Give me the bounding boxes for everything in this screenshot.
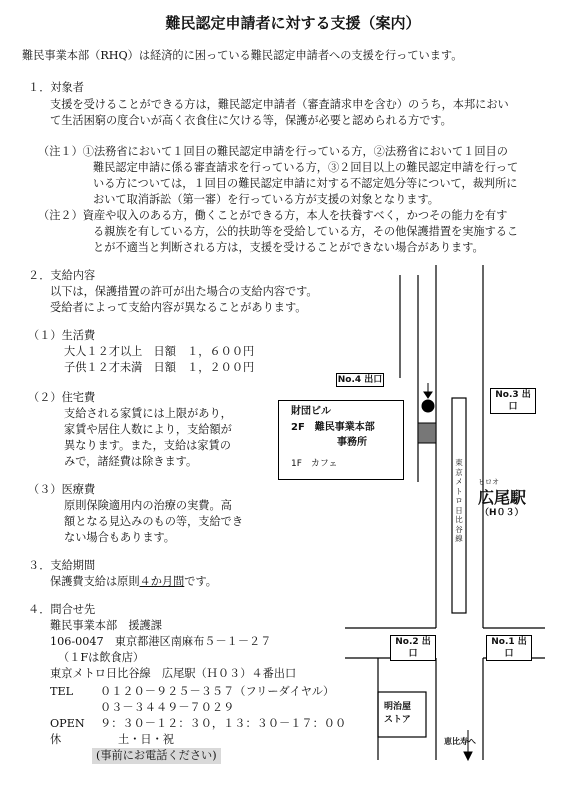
exit3-label: No.3 出口 — [490, 388, 536, 414]
floor1-label: 1F カフェ — [291, 459, 338, 469]
store-label: 明治屋 — [384, 702, 412, 712]
building-box — [278, 400, 404, 480]
station-furigana: ヒロオ — [478, 478, 499, 486]
section3-text: 保護費支給は原則４か月間です。 — [50, 575, 217, 588]
station-name: 広尾駅 — [478, 488, 527, 507]
store-label: ストア — [384, 715, 411, 725]
housing-line: 異なります。また，支給は家賃の — [64, 439, 231, 452]
housing-heading: （２）住宅費 — [28, 391, 96, 404]
intro-text: 難民事業本部（RHQ）は経済的に困っている難民認定申請者への支援を行っています。 — [22, 49, 463, 62]
section2-heading: ２．支給内容 — [28, 269, 96, 282]
housing-line: 家賃や居住人数により，支給額が — [64, 423, 232, 436]
note1-line: おいて取消訴訟（第一審）を行っている方が支援の対象となります。 — [93, 193, 439, 206]
closed-days: 土・日・祝 — [118, 733, 174, 746]
tel-label: TEL — [50, 685, 74, 698]
section1-line: 支援を受けることができる方は，難民認定申請者（審査請求申を含む）のうち，本邦におい — [50, 98, 509, 111]
contact-line: 難民事業本部 援護課 — [50, 619, 162, 632]
call-note: (事前にお電話ください) — [92, 748, 221, 764]
contact-line: （１Fは飲食店） — [58, 651, 145, 664]
station-code: （H０３） — [480, 508, 524, 518]
contact-line: 東京メトロ日比谷線 広尾駅（Ｈ０３）４番出口 — [50, 667, 297, 680]
open-label: OPEN — [50, 717, 85, 730]
note1-line: 難民認定申請に係る審査請求を行っている方，③２回目以上の難民認定申請を行って — [93, 161, 519, 174]
note1-line: いる方については，１回目の難民認定申請に対する不認定処分等について，裁判所に — [93, 177, 518, 190]
section1-line: て生活困窮の度合いが高く衣食住に欠ける等，保護が必要と認められる方です。 — [50, 114, 452, 127]
housing-line: 支給される家賃には上限があり， — [64, 407, 232, 420]
ebisu-label: 恵比寿へ — [444, 737, 476, 746]
building-marker — [418, 423, 436, 443]
note2-line: る親族を有している方，公的扶助等を受給している方，その他保護措置を実施するこ — [93, 225, 519, 238]
page-title: 難民認定申請者に対する支援（案内） — [165, 14, 421, 32]
note2-line: とが不適当と判断される方は，支援を受けることができない場合があります。 — [93, 241, 484, 254]
exit1-label: No.1 出口 — [486, 635, 532, 661]
medical-line: ない場合もあります。 — [64, 531, 175, 544]
metro-label: 東京メトロ 日比谷線 — [455, 458, 471, 543]
exit4-label: No.4 出口 — [337, 375, 383, 385]
exit4-arrowhead — [424, 392, 432, 398]
tel-number: ０３－３４４９－７０２９ — [100, 701, 235, 714]
living-heading: （１）生活費 — [28, 329, 96, 342]
section2-line: 受給者によって支給内容が異なることがあります。 — [50, 301, 307, 314]
note1-line: （注１）①法務省において１回目の難民認定申請を行っている方，②法務省において１回目の — [38, 145, 508, 158]
ebisu-arrowhead — [464, 752, 472, 760]
tel-number: ０１２０－９２５－３５７（フリーダイヤル） — [100, 685, 335, 698]
building-name: 財団ビル — [291, 406, 331, 417]
open-hours: ９：３０－１２：３０，１３：３０－１７：００ — [100, 717, 347, 730]
housing-line: みで，諸経費は除きます。 — [64, 455, 198, 468]
medical-heading: （３）医療費 — [28, 483, 96, 496]
living-row: 大人１２才以上 日額 １，６００円 — [64, 345, 255, 358]
section4-heading: ４．問合せ先 — [28, 603, 96, 616]
medical-line: 額となる見込みのもの等，支給でき — [64, 515, 244, 528]
exit2-label: No.2 出口 — [390, 635, 436, 661]
floor2-office: 事務所 — [337, 437, 367, 448]
living-row: 子供１２才未満 日額 １，２００円 — [64, 361, 255, 374]
medical-line: 原則保険適用内の治療の実費。高 — [64, 499, 232, 512]
closed-label: 休 — [50, 733, 62, 746]
section2-line: 以下は，保護措置の許可が出た場合の支給内容です。 — [50, 285, 318, 298]
period-underlined: ４か月間 — [139, 575, 185, 588]
note2-line: （注２）資産や収入のある方，働くことができる方，本人を扶養すべく，かつその能力を有す — [38, 209, 508, 222]
section1-heading: １．対象者 — [28, 81, 84, 94]
contact-address: 106-0047 東京都港区南麻布５－１－２７ — [50, 635, 272, 648]
floor2-label: 2F 難民事業本部 — [291, 422, 375, 433]
entrance-dot — [422, 400, 434, 412]
section3-heading: ３．支給期間 — [28, 559, 96, 572]
